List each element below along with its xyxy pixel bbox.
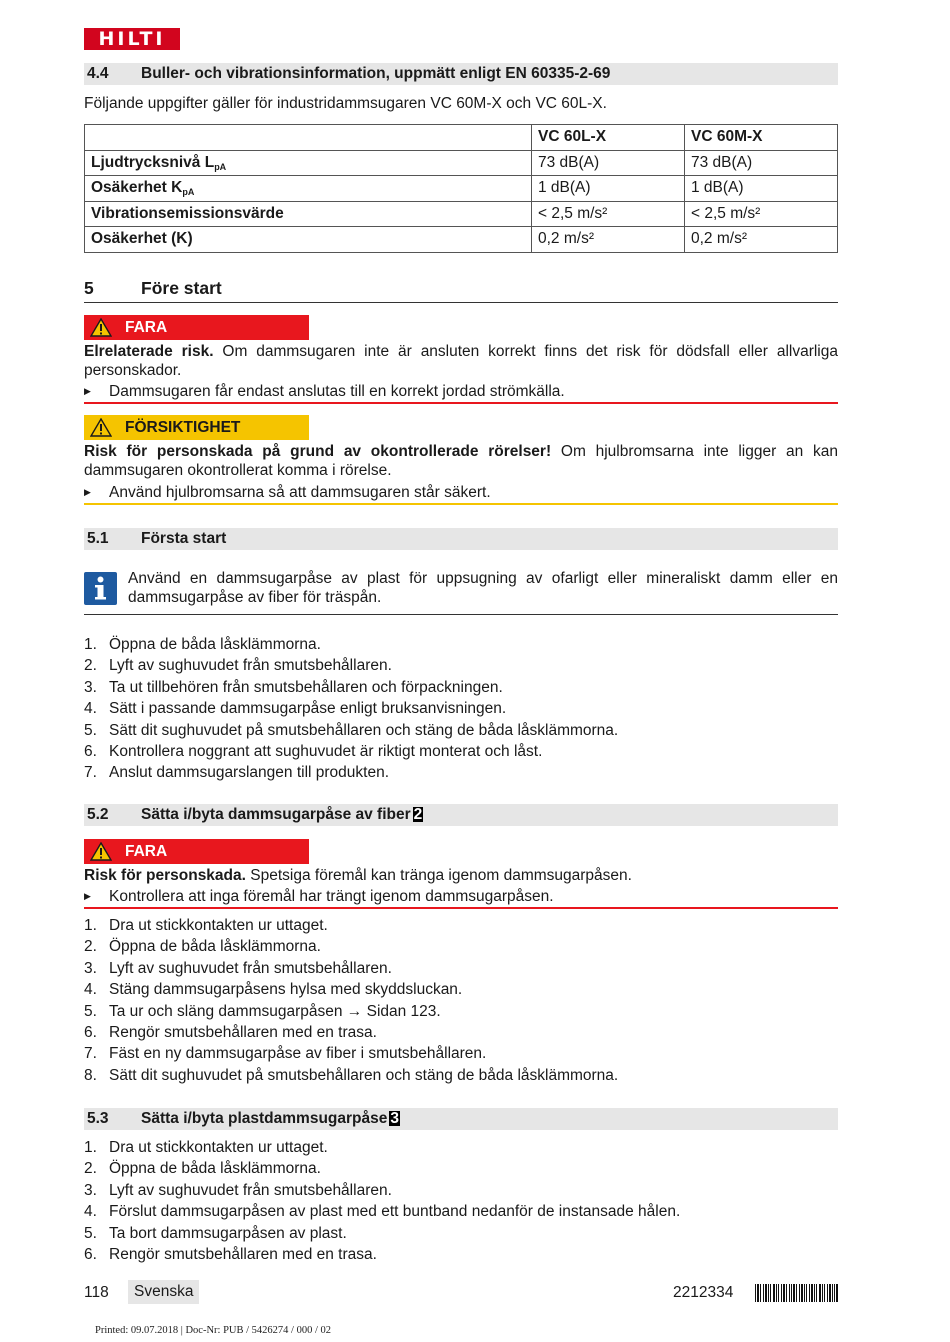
list-item: 3. Lyft av sughuvudet från smutsbehållaren. xyxy=(84,1181,392,1199)
caution-label: FÖRSIKTIGHET xyxy=(125,418,241,436)
danger-banner xyxy=(84,315,309,340)
table-row xyxy=(85,201,838,227)
warning-triangle-icon xyxy=(84,318,118,337)
section-number: 5.1 xyxy=(87,530,109,547)
section-heading-4-4 xyxy=(84,63,838,85)
document-number: 2212334 xyxy=(673,1284,734,1301)
bullet-arrow-icon: ▶ xyxy=(84,386,91,396)
table-row-label: Ljudtrycksnivå $L_{pA}$ xyxy=(85,150,532,176)
list-item: 3. Ta ut tillbehören från smutsbehållaren och förpackningen. xyxy=(84,678,503,696)
section-intro: Följande uppgifter gäller för industridammsugaren VC 60M-X och VC 60L-X. xyxy=(84,95,607,112)
list-item: 1. Öppna de båda låsklämmorna. xyxy=(84,636,321,653)
table-cell: 1 dB(A) xyxy=(532,176,685,202)
section-title: Buller- och vibrationsinformation, uppmätt enligt EN 60335-2-69 xyxy=(141,65,611,82)
chapter-number: 5 xyxy=(84,278,94,298)
figure-reference[interactable]: 2 xyxy=(413,806,423,823)
noise-vibration-table xyxy=(84,124,838,253)
figure-reference[interactable]: 3 xyxy=(390,1110,399,1127)
table-row-label: Osäkerhet (K) xyxy=(85,227,532,253)
table-row xyxy=(85,227,838,253)
table-header-cell: VC 60M-X xyxy=(685,125,838,151)
steps-list-5-2 xyxy=(84,915,838,1086)
section-title: Första start xyxy=(141,530,227,547)
section-number: 4.4 xyxy=(87,65,109,82)
section-heading-5-2 xyxy=(84,804,838,826)
table-row-label: Osäkerhet $K_{pA}$ xyxy=(85,176,532,202)
table-cell: < 2,5 m/s² xyxy=(532,201,685,227)
hilti-logo xyxy=(84,28,180,50)
list-item: 5. Ta bort dammsugarpåsen av plast. xyxy=(84,1224,347,1242)
section-title: Sätta i/byta dammsugarpåse av fiber 2 xyxy=(141,806,423,823)
table-row-label: Vibrationsemissionsvärde xyxy=(85,201,532,227)
list-item: 5. Sätt dit sughuvudet på smutsbehållaren och stäng de båda låsklämmorna. xyxy=(84,721,619,739)
list-item: 6. Rengör smutsbehållaren med en trasa. xyxy=(84,1245,377,1263)
danger-rule xyxy=(84,907,838,909)
table-row xyxy=(85,176,838,202)
list-item: 1. Dra ut stickkontakten ur uttaget. xyxy=(84,917,328,934)
table-cell: < 2,5 m/s² xyxy=(685,201,838,227)
list-item: 4. Förslut dammsugarpåsen av plast med ett buntband nedanför de instansade hålen. xyxy=(84,1203,681,1221)
list-item: 2. Lyft av sughuvudet från smutsbehållaren. xyxy=(84,657,392,675)
list-item: 3. Lyft av sughuvudet från smutsbehållaren. xyxy=(84,959,392,977)
list-item: 2. Öppna de båda låsklämmorna. xyxy=(84,938,321,956)
section-heading-5-3 xyxy=(84,1108,838,1130)
table-cell: 0,2 m/s² xyxy=(685,227,838,253)
info-text: Använd en dammsugarpåse av plast för uppsugning av ofarligt eller mineraliskt damm eller en dammsugarpåse av fiber för träspån. xyxy=(128,570,838,606)
chapter-heading-5 xyxy=(84,278,838,303)
danger-label: FARA xyxy=(125,842,168,860)
list-item: 2. Öppna de båda låsklämmorna. xyxy=(84,1160,321,1178)
table-header-cell: VC 60L-X xyxy=(532,125,685,151)
danger-banner xyxy=(84,839,309,864)
barcode-icon xyxy=(755,1284,838,1302)
table-cell: 1 dB(A) xyxy=(685,176,838,202)
steps-list-5-1 xyxy=(84,634,838,784)
list-item: 4. Sätt i passande dammsugarpåse enligt bruksanvisningen. xyxy=(84,700,507,718)
caution-rule xyxy=(84,503,838,505)
list-item: 4. Stäng dammsugarpåsens hylsa med skyddsluckan. xyxy=(84,981,463,999)
danger-label: FARA xyxy=(125,318,168,336)
list-item: 7. Fäst en ny dammsugarpåse av fiber i smutsbehållaren. xyxy=(84,1045,487,1063)
logo-text: HILTI xyxy=(98,28,166,50)
page-number: 118 xyxy=(84,1284,109,1301)
list-item: 1. Dra ut stickkontakten ur uttaget. xyxy=(84,1139,328,1156)
danger-rule xyxy=(84,402,838,404)
language-label: Svenska xyxy=(128,1280,199,1304)
list-item: 8. Sätt dit sughuvudet på smutsbehållaren och stäng de båda låsklämmorna. xyxy=(84,1066,619,1084)
section-title: Sätta i/byta plastdammsugarpåse 3 xyxy=(141,1110,399,1127)
warning-triangle-icon xyxy=(84,418,118,437)
list-item: 7. Anslut dammsugarslangen till produkten. xyxy=(84,764,390,782)
caution-banner xyxy=(84,415,309,440)
steps-list-5-3 xyxy=(84,1137,838,1265)
chapter-title: Före start xyxy=(141,278,222,298)
list-item: 6. Rengör smutsbehållaren med en trasa. xyxy=(84,1023,377,1041)
table-cell: 73 dB(A) xyxy=(685,150,838,176)
bullet-arrow-icon: ▶ xyxy=(84,487,91,497)
table-cell: 73 dB(A) xyxy=(532,150,685,176)
section-number: 5.3 xyxy=(87,1110,109,1127)
list-item: 6. Kontrollera noggrant att sughuvudet är riktigt monterat och låst. xyxy=(84,742,543,760)
warning-triangle-icon xyxy=(84,842,118,861)
table-row xyxy=(85,150,838,176)
table-header-cell xyxy=(85,125,532,151)
info-rule xyxy=(84,614,838,615)
bullet-arrow-icon: ▶ xyxy=(84,891,91,901)
info-icon xyxy=(84,572,117,605)
caution-text: Risk för personskada på grund av okontrollerade rörelser! Om hjulbromsarna inte ligger an kan dammsugaren okontrollerat komma i rörelse. xyxy=(84,443,838,479)
section-heading-5-1 xyxy=(84,528,838,550)
list-item: 5. Ta ur och släng dammsugarpåsen → Sidan 123. xyxy=(84,1002,441,1020)
table-cell: 0,2 m/s² xyxy=(532,227,685,253)
section-number: 5.2 xyxy=(87,806,109,823)
table-header-row xyxy=(85,125,838,151)
danger-text: Elrelaterade risk. Om dammsugaren inte är ansluten korrekt finns det risk för dödsfall eller allvarliga personskador. xyxy=(84,343,838,379)
danger-text: Risk för personskada. Spetsiga föremål kan tränga igenom dammsugarpåsen. xyxy=(84,867,632,884)
print-info: Printed: 09.07.2018 | Doc-Nr: PUB / 5426274 / 000 / 02 xyxy=(95,1325,332,1336)
